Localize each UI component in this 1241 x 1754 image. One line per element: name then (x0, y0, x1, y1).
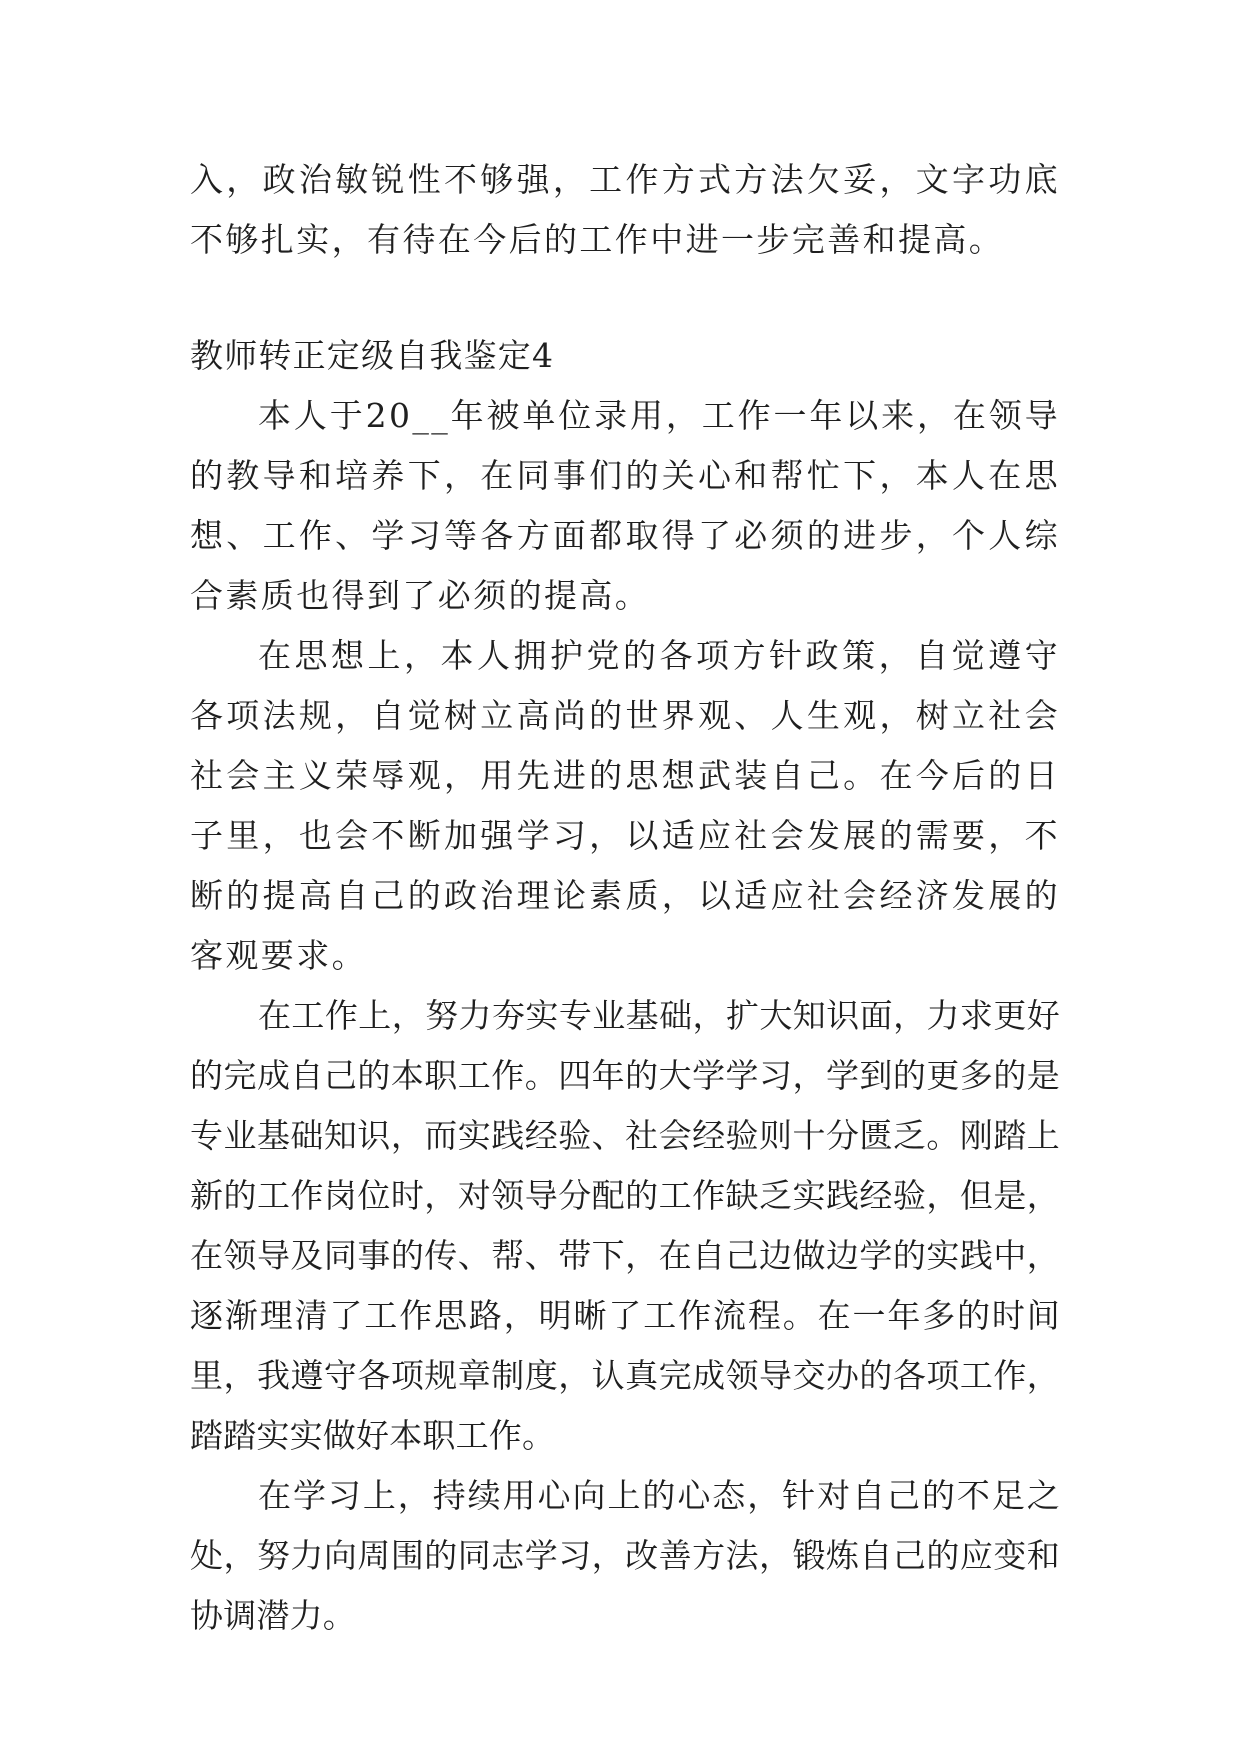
continued-paragraph: 入，政治敏锐性不够强，工作方式方法欠妥，文字功底不够扎实，有待在今后的工作中进一步完善和提高。 (190, 160, 1060, 259)
paragraph-study: 在学习上，持续用心向上的心态，针对自己的不足之处，努力向周围的同志学习，改善方法，锻炼自己的应变和协调潜力。 (190, 1476, 1060, 1635)
paragraph-intro: 本人于20__年被单位录用，工作一年以来，在领导的教导和培养下，在同事们的关心和帮忙下，本人在思想、工作、学习等各方面都取得了必须的进步，个人综合素质也得到了必须的提高。 (190, 396, 1060, 615)
section-title: 教师转正定级自我鉴定4 (190, 336, 555, 375)
paragraph-work: 在工作上，努力夯实专业基础，扩大知识面，力求更好的完成自己的本职工作。四年的大学学习，学到的更多的是专业基础知识，而实践经验、社会经验则十分匮乏。刚踏上新的工作岗位时，对领导分配的工作缺乏实践经验，但是，在领导及同事的传、帮、带下，在自己边做边学的实践中，逐渐理清了工作思路，明晰了工作流程。在一年多的时间里，我遵守各项规章制度，认真完成领导交办的各项工作，踏踏实实做好本职工作。 (190, 996, 1060, 1455)
document-body (190, 150, 1060, 1646)
paragraph-thought: 在思想上，本人拥护党的各项方针政策，自觉遵守各项法规，自觉树立高尚的世界观、人生观，树立社会社会主义荣辱观，用先进的思想武装自己。在今后的日子里，也会不断加强学习，以适应社会发展的需要，不断的提高自己的政治理论素质，以适应社会经济发展的客观要求。 (190, 636, 1060, 975)
